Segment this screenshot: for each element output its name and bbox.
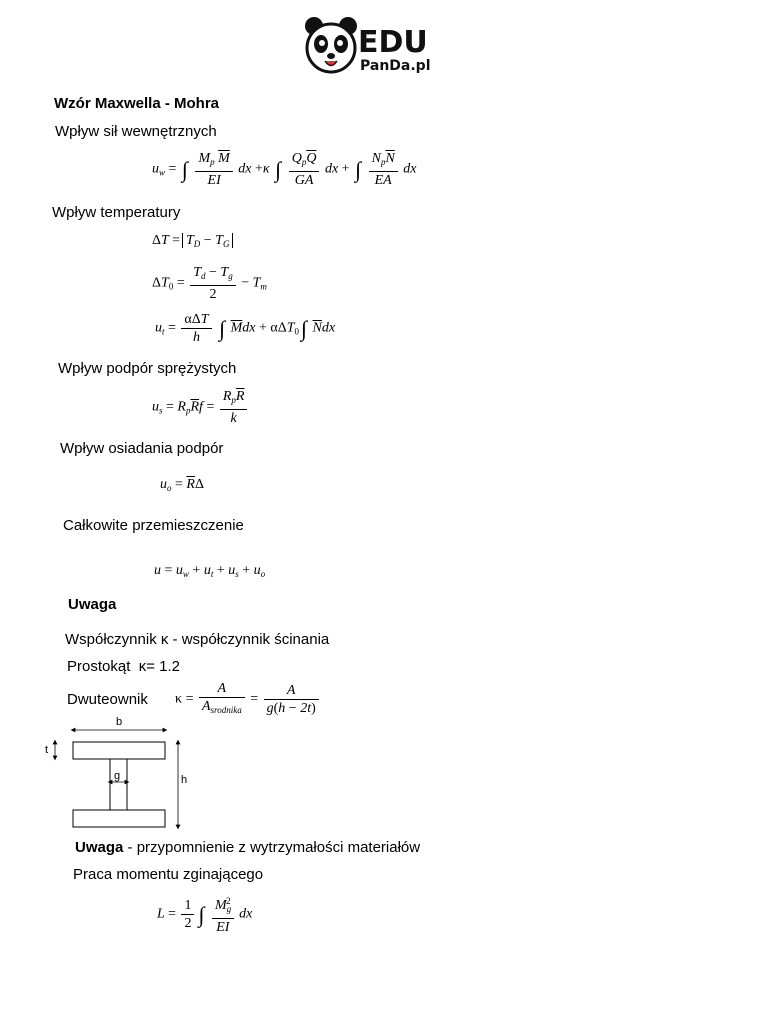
internal-forces-heading: Wpływ sił wewnętrznych	[55, 123, 217, 140]
temperature-heading: Wpływ temperatury	[52, 204, 181, 221]
formula-uw: $u_w$ = ∫ $\frac{M_p \overline{M}}{EI}$ dx +κ ∫ $\frac{Q_p\overline{Q}}{GA}$ dx + ∫ $\frac{N_p\overline{N}}{EA}$ dx	[152, 151, 417, 188]
ibeam-bottom-flange	[73, 810, 165, 827]
label-h: h	[181, 774, 188, 786]
ibeam-web	[110, 759, 127, 810]
total-displacement-heading: Całkowite przemieszczenie	[63, 517, 244, 534]
support-settlement-heading: Wpływ osiadania podpór	[60, 440, 224, 457]
ibeam-top-flange	[73, 742, 165, 759]
elastic-supports-heading: Wpływ podpór sprężystych	[58, 360, 237, 377]
formula-bending-work: L = $\frac{1}{2}$ ∫ $\frac{M_g^2}{EI}$ dx	[157, 893, 252, 936]
rectangle-kappa-value: κ= 1.2	[138, 658, 180, 675]
note-heading-1: Uwaga	[68, 596, 117, 613]
note-heading-2: Uwaga	[75, 839, 124, 856]
label-t: t	[45, 744, 49, 756]
logo-text-top: EDU	[358, 25, 428, 60]
formula-delta-t: $\Delta T = T_D - T_G$	[152, 233, 235, 249]
logo-text-bottom: PanDa.pl	[360, 58, 431, 74]
formula-kappa-ibeam: κ = $\frac{A}{A_{srodnika}}$ = $\frac{A}{g(h - 2t)}$	[175, 680, 321, 719]
formula-uo: $u_o = \overline{R}\Delta$	[160, 477, 204, 493]
label-b: b	[116, 716, 123, 728]
note-row-2	[75, 839, 420, 856]
rectangle-row	[67, 658, 180, 675]
ibeam-diagram	[40, 712, 200, 832]
bending-work-heading: Praca momentu zginającego	[73, 866, 264, 883]
srodnika-subscript: srodnika	[210, 705, 242, 715]
formula-us: $u_s = R_p\overline{R}f$ = $\frac{R_p\overline{R}}{k}$	[152, 388, 249, 427]
ibeam-label: Dwuteownik	[67, 691, 148, 708]
formula-u-total: $u = u_w + u_t + u_s + u_o$	[154, 563, 266, 579]
label-g: g	[114, 770, 121, 782]
edupanda-logo	[300, 14, 440, 78]
kappa-description: Współczynnik κ - współczynnik ścinania	[65, 631, 330, 648]
formula-delta-t0: $\Delta T_0$ = $\frac{T_d - T_g}{2}$ − $T_m$	[152, 265, 267, 302]
panda-icon	[305, 17, 357, 72]
note-2-text: - przypomnienie z wytrzymałości materiałów	[123, 839, 421, 856]
rectangle-label: Prostokąt	[67, 658, 131, 675]
formula-ut: $u_t$ = $\frac{\text{αΔT}}{h}$ ∫ $\overline{M}dx + \alpha\Delta T_0\int$ $\overline{N}dx$	[155, 312, 336, 345]
maxwell-mohr-title: Wzór Maxwella - Mohra	[54, 95, 220, 112]
